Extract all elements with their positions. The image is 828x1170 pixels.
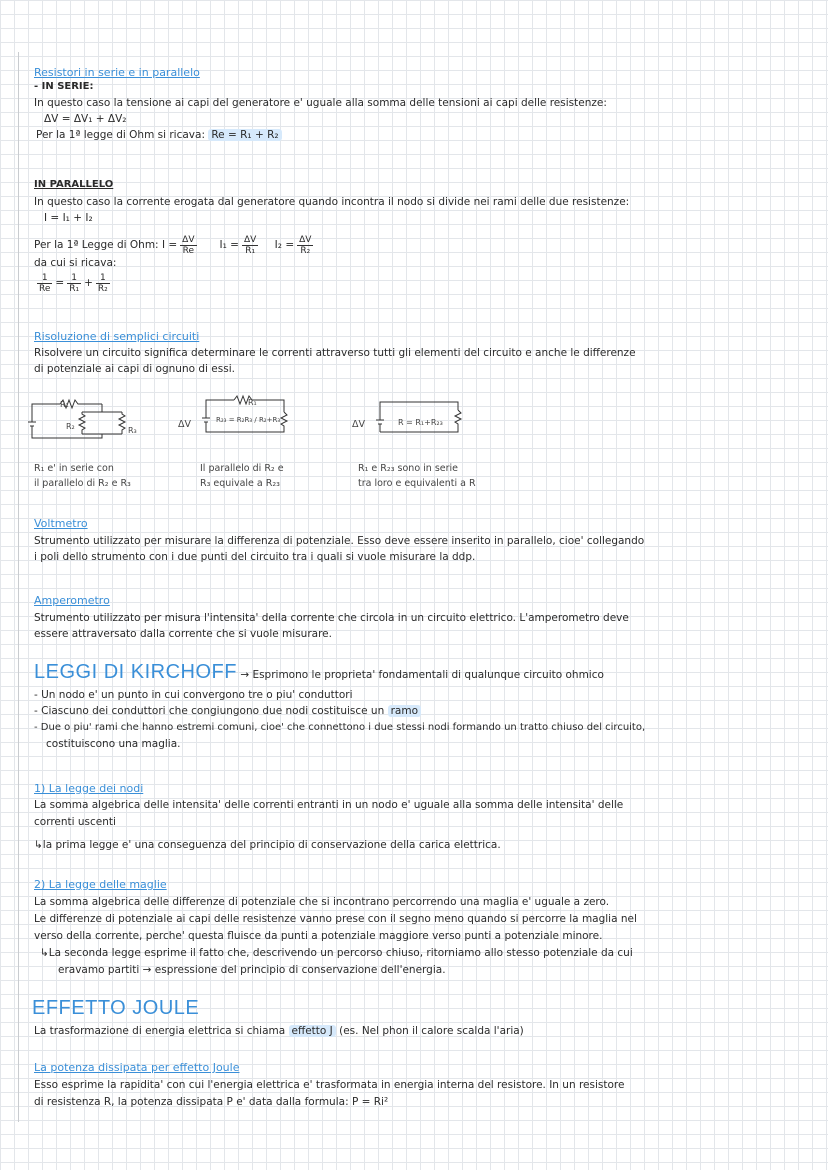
- joule-text: [34, 1024, 524, 1038]
- amperometro-text-1: Strumento utilizzato per misura l'intensita' della corrente che circola in un circuito elettrico. L'amperometro deve: [34, 612, 629, 624]
- da-cui-text: da cui si ricava:: [34, 257, 117, 269]
- section-title-circuits: Risoluzione di semplici circuiti: [34, 330, 200, 343]
- circuits-text-1: Risolvere un circuito significa determinare le correnti attraverso tutti gli elementi del circuito e anche le differenze: [34, 347, 636, 359]
- kirchhoff-ramo-highlight: ramo: [388, 705, 421, 717]
- c2-r1-label: R₁: [248, 398, 257, 407]
- joule-subtitle: La potenza dissipata per effetto Joule: [34, 1061, 240, 1074]
- margin-line: [18, 52, 813, 1122]
- joule-sub-line-1: Esso esprime la rapidita' con cui l'energia elettrica e' trasformata in energia interna del resistore. In un resistore: [34, 1079, 625, 1091]
- frac-den: R₂: [97, 283, 108, 294]
- kirchhoff-bullet-3-line-1: - Due o piu' rami che hanno estremi comuni, cioe' che connettono i due stessi nodi formando un tratto chiuso del circuito,: [34, 722, 646, 733]
- plus-sign: +: [84, 277, 93, 289]
- parallel-label: IN PARALLELO: [34, 179, 114, 190]
- parallel-current-formula: I = I₁ + I₂: [44, 212, 93, 224]
- fraction-1-r1: [67, 273, 81, 294]
- law-2-line-3: verso della corrente, perche' questa fluisce da punti a potenziale maggiore verso punti a potenziale minore.: [34, 930, 603, 942]
- frac-num: 1: [67, 273, 81, 284]
- law-2-line-5: eravamo partiti → espressione del principio di conservazione dell'energia.: [58, 964, 446, 976]
- joule-sub-line-2: di resistenza R, la potenza dissipata P e' data dalla formula: P = Ri²: [34, 1096, 389, 1108]
- fraction-1-re: [37, 273, 52, 294]
- parallel-ohm-prefix: Per la 1ª Legge di Ohm:: [34, 239, 159, 251]
- law-1-line-1: La somma algebrica delle intensita' delle correnti entranti in un nodo e' uguale alla somma delle intensita' delle: [34, 799, 624, 811]
- c2-dv-label: ΔV: [178, 419, 191, 430]
- parallel-text: In questo caso la corrente erogata dal generatore quando incontra il nodo si divide nei rami delle due resistenze:: [34, 196, 630, 208]
- series-label: - IN SERIE:: [34, 81, 94, 92]
- c3-dv-label: ΔV: [352, 419, 365, 430]
- kirchhoff-subtitle: → Esprimono le proprieta' fondamentali di qualunque circuito ohmico: [240, 669, 604, 681]
- i1-label: I₁ =: [219, 239, 239, 251]
- c1-r3-label: R₃: [128, 426, 137, 435]
- fraction-dv-re: [180, 235, 196, 256]
- equals-sign: =: [55, 277, 65, 289]
- frac-den: R₁: [245, 245, 256, 256]
- section-title-resistors: Resistori in serie e in parallelo: [34, 66, 200, 79]
- voltmetro-text-2: i poli dello strumento con i due punti del circuito tra i quali si vuole misurare la ddp.: [34, 551, 476, 563]
- section-title-joule: EFFETTO JOULE: [32, 997, 200, 1019]
- series-formula: ΔV = ΔV₁ + ΔV₂: [44, 113, 127, 125]
- section-title-voltmetro: Voltmetro: [34, 517, 88, 530]
- circuits-text-2: di potenziale ai capi di ognuno di essi.: [34, 363, 235, 375]
- law-1-line-3: ↳la prima legge e' una conseguenza del principio di conservazione della carica elettrica.: [34, 839, 501, 851]
- series-ohm-prefix: Per la 1ª legge di Ohm si ricava:: [36, 129, 205, 141]
- joule-effect-highlight: effetto J: [289, 1025, 336, 1037]
- voltmetro-text-1: Strumento utilizzato per misurare la differenza di potenziale. Esso deve essere inserito in parallelo, cioe' collegando: [34, 535, 645, 547]
- section-title-kirchhoff: LEGGI DI KIRCHOFF: [34, 661, 237, 683]
- equivalent-resistance-formula: [34, 268, 113, 298]
- kirchhoff-bullet-2: [34, 704, 421, 718]
- series-ohm-formula: Re = R₁ + R₂: [208, 129, 281, 141]
- amperometro-text-2: essere attraversato dalla corrente che si vuole misurare.: [34, 628, 332, 640]
- kirchhoff-bullet-1: - Un nodo e' un punto in cui convergono tre o piu' conduttori: [34, 689, 353, 701]
- series-text: In questo caso la tensione ai capi del generatore e' uguale alla somma delle tensioni ai capi delle resistenze:: [34, 97, 607, 109]
- fraction-dv-r1: [242, 235, 258, 256]
- caption-2-line-2: R₃ equivale a R₂₃: [200, 478, 280, 489]
- caption-3-line-1: R₁ e R₂₃ sono in serie: [358, 463, 459, 474]
- frac-num: 1: [96, 273, 110, 284]
- caption-3-line-2: tra loro e equivalenti a R: [358, 478, 476, 489]
- c1-r2-label: R₂: [66, 422, 75, 431]
- series-ohm-line: [36, 128, 282, 142]
- frac-den: R₁: [69, 283, 80, 294]
- law-1-line-2: correnti uscenti: [34, 816, 116, 828]
- joule-text-prefix: La trasformazione di energia elettrica si chiama: [34, 1025, 286, 1037]
- law-2-line-4: ↳La seconda legge esprime il fatto che, descrivendo un percorso chiuso, ritorniamo allo stesso potenziale da cui: [40, 947, 633, 959]
- frac-den: R₂: [300, 245, 311, 256]
- circuit-diagram-1: [22, 392, 162, 447]
- frac-den: Re: [182, 245, 195, 256]
- section-title-amperometro: Amperometro: [34, 594, 110, 607]
- frac-den: Re: [39, 283, 51, 294]
- kirchhoff-header: [34, 660, 604, 684]
- frac-num: ΔV: [243, 234, 257, 245]
- law-2-title: 2) La legge delle maglie: [34, 878, 167, 891]
- frac-num: ΔV: [182, 234, 195, 245]
- c3-r-label: R = R₁+R₂₃: [398, 418, 443, 427]
- joule-text-suffix: (es. Nel phon il calore scalda l'aria): [339, 1025, 524, 1037]
- caption-1-line-1: R₁ e' in serie con: [34, 463, 114, 474]
- law-2-line-2: Le differenze di potenziale ai capi delle resistenze vanno prese con il segno meno quando si percorre la maglia nel: [34, 913, 637, 925]
- kirchhoff-bullet-2-text: - Ciascuno dei conduttori che congiungono due nodi costituisce un: [34, 705, 385, 717]
- c2-r23-label: R₂₃ = R₂R₃ / R₂+R₃: [216, 416, 281, 424]
- fraction-dv-r2: [297, 235, 313, 256]
- kirchhoff-bullet-3-line-2: costituiscono una maglia.: [46, 738, 181, 750]
- caption-2-line-1: Il parallelo di R₂ e: [200, 463, 284, 474]
- law-1-title: 1) La legge dei nodi: [34, 782, 144, 795]
- caption-1-line-2: il parallelo di R₂ e R₃: [34, 478, 131, 489]
- law-2-line-1: La somma algebrica delle differenze di potenziale che si incontrano percorrendo una maglia e' uguale a zero.: [34, 896, 610, 908]
- frac-num: ΔV: [299, 234, 312, 245]
- i2-label: I₂ =: [274, 239, 295, 251]
- parallel-ohm-line: [34, 232, 316, 258]
- fraction-1-r2: [96, 273, 110, 294]
- i-label: I =: [161, 239, 178, 251]
- frac-num: 1: [37, 273, 52, 284]
- c1-r1-label: R₁: [60, 400, 69, 409]
